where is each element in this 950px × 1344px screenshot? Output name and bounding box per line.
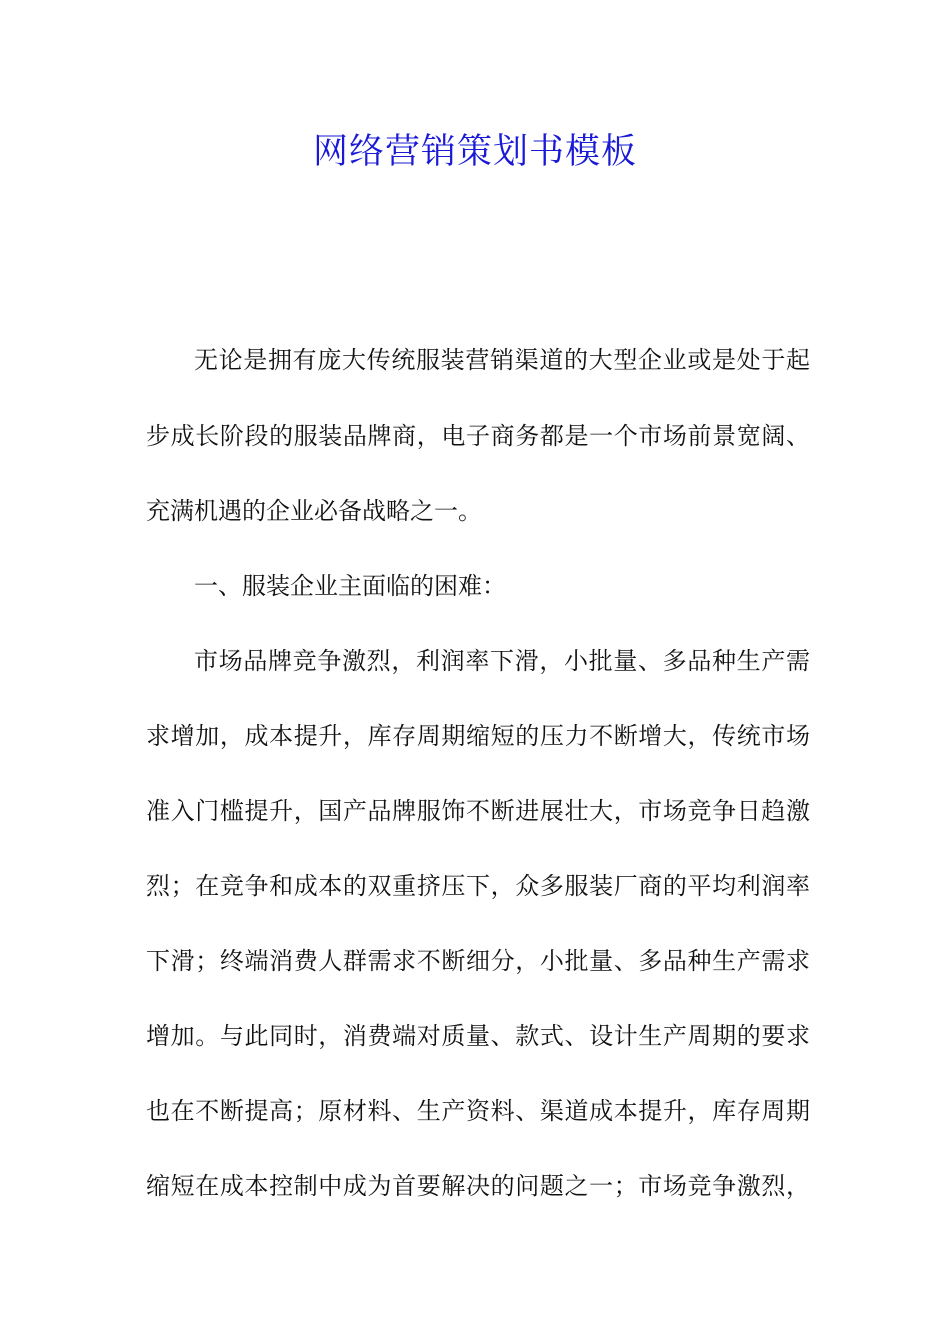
paragraph-line: 求增加，成本提升，库存周期缩短的压力不断增大，传统市场 bbox=[146, 722, 810, 750]
paragraph-line: 市场品牌竞争激烈，利润率下滑，小批量、多品种生产需 bbox=[194, 647, 810, 675]
paragraph-line: 也在不断提高；原材料、生产资料、渠道成本提升，库存周期 bbox=[146, 1097, 810, 1125]
document-title: 网络营销策划书模板 bbox=[312, 132, 637, 172]
paragraph-line: 烈；在竞争和成本的双重挤压下，众多服装厂商的平均利润率 bbox=[146, 872, 810, 900]
paragraph-line: 缩短在成本控制中成为首要解决的问题之一；市场竞争激烈， bbox=[146, 1172, 810, 1200]
section-heading: 一、服装企业主面临的困难： bbox=[194, 572, 506, 600]
paragraph-line: 无论是拥有庞大传统服装营销渠道的大型企业或是处于起 bbox=[194, 346, 810, 374]
paragraph-line: 下滑；终端消费人群需求不断细分，小批量、多品种生产需求 bbox=[146, 947, 810, 975]
paragraph-line: 步成长阶段的服装品牌商，电子商务都是一个市场前景宽阔、 bbox=[146, 422, 810, 450]
paragraph-line: 充满机遇的企业必备战略之一。 bbox=[146, 497, 482, 525]
paragraph-line: 增加。与此同时，消费端对质量、款式、设计生产周期的要求 bbox=[146, 1022, 810, 1050]
paragraph-line: 准入门槛提升，国产品牌服饰不断进展壮大，市场竞争日趋激 bbox=[146, 797, 810, 825]
